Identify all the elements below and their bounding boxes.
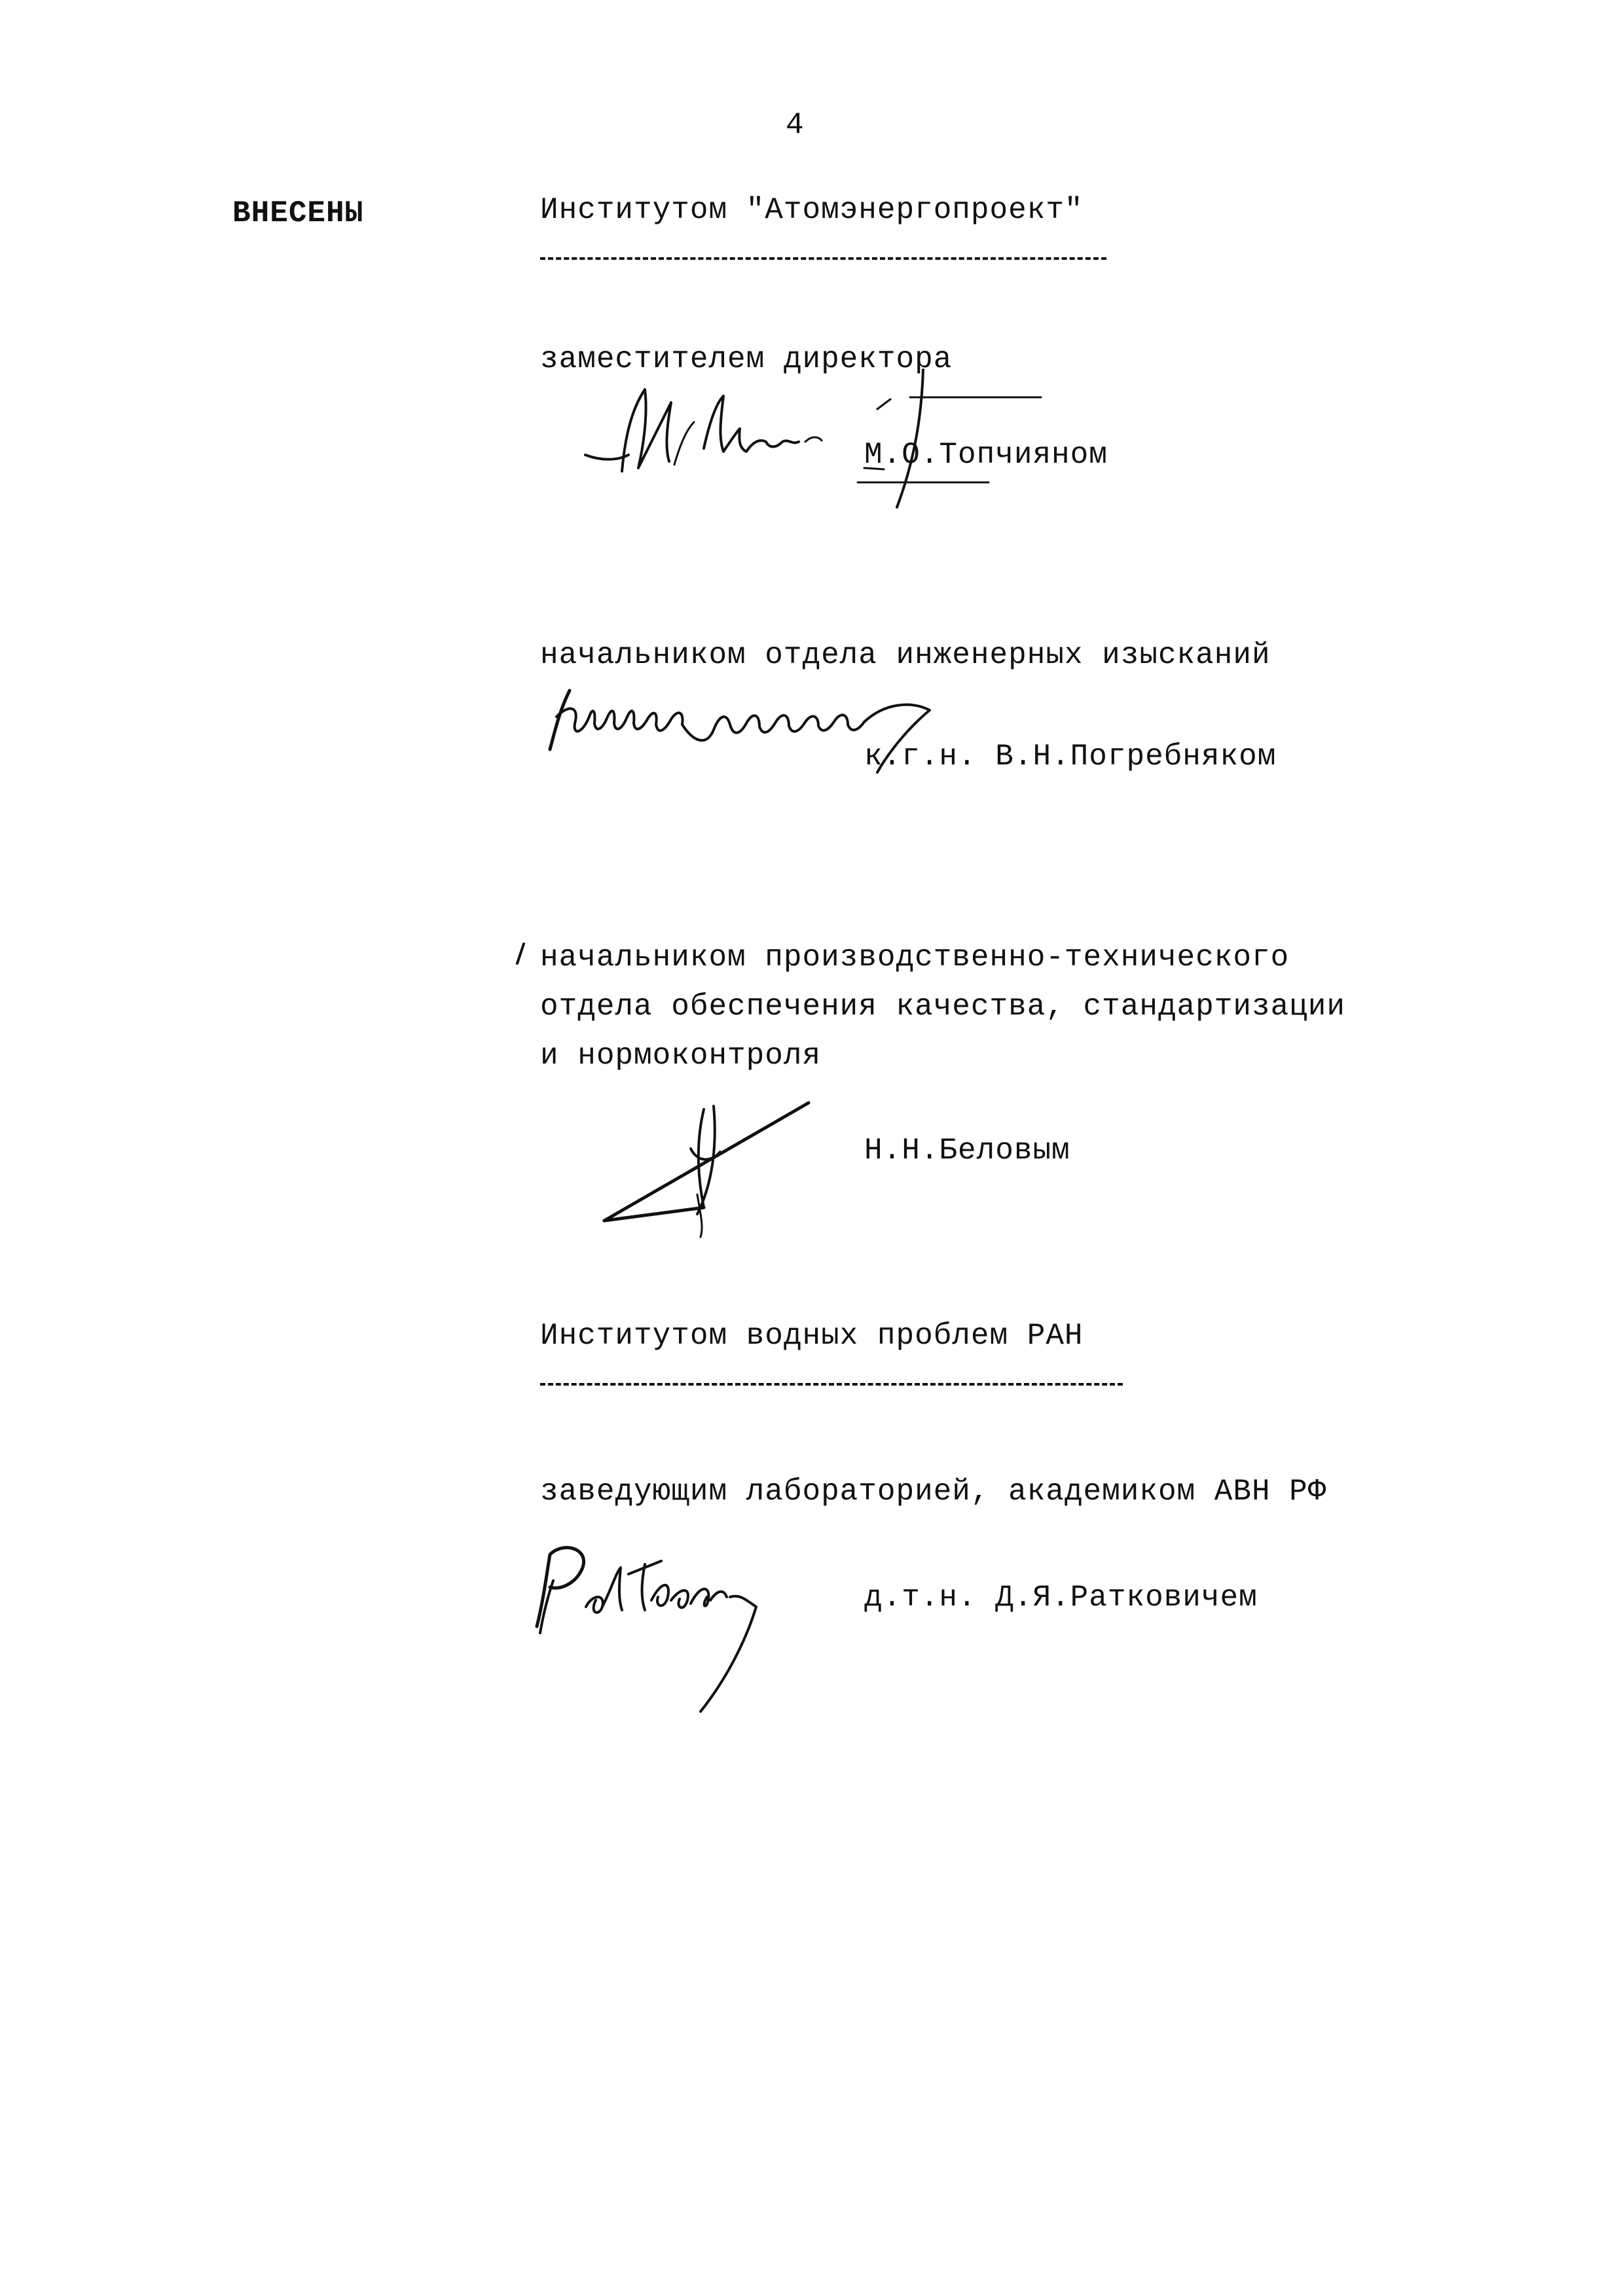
signer3-position-line3: и нормоконтроля [540, 1039, 822, 1073]
org1-underline [540, 257, 1106, 260]
introduced-by-label: ВНЕСЕНЫ [232, 196, 364, 230]
org2-underline [540, 1383, 1123, 1386]
signer2-position: начальником отдела инженерных изысканий [540, 638, 1271, 672]
signer3-position-line1: начальником производственно-технического [540, 941, 1290, 975]
signer4-position: заведующим лабораторией, академиком АВН РФ [540, 1475, 1327, 1509]
signer1-position: заместителем директора [540, 342, 953, 376]
signer4-signature [524, 1535, 799, 1718]
margin-tick-mark [514, 941, 527, 967]
org1-name: Институтом "Атомэнергопроект" [540, 193, 1084, 227]
signer4-name: д.т.н. Д.Я.Ратковичем [864, 1581, 1258, 1615]
org2-name: Институтом водных проблем РАН [540, 1319, 1084, 1353]
signer1-name: М.О.Топчияном [864, 438, 1108, 472]
signer3-position-line2: отдела обеспечения качества, стандартизации [540, 990, 1345, 1024]
signer3-signature [599, 1090, 822, 1240]
signer3-name: Н.Н.Беловым [864, 1134, 1070, 1168]
signer2-name: к.г.н. В.Н.Погребняком [864, 740, 1277, 774]
page-number: 4 [786, 108, 805, 142]
